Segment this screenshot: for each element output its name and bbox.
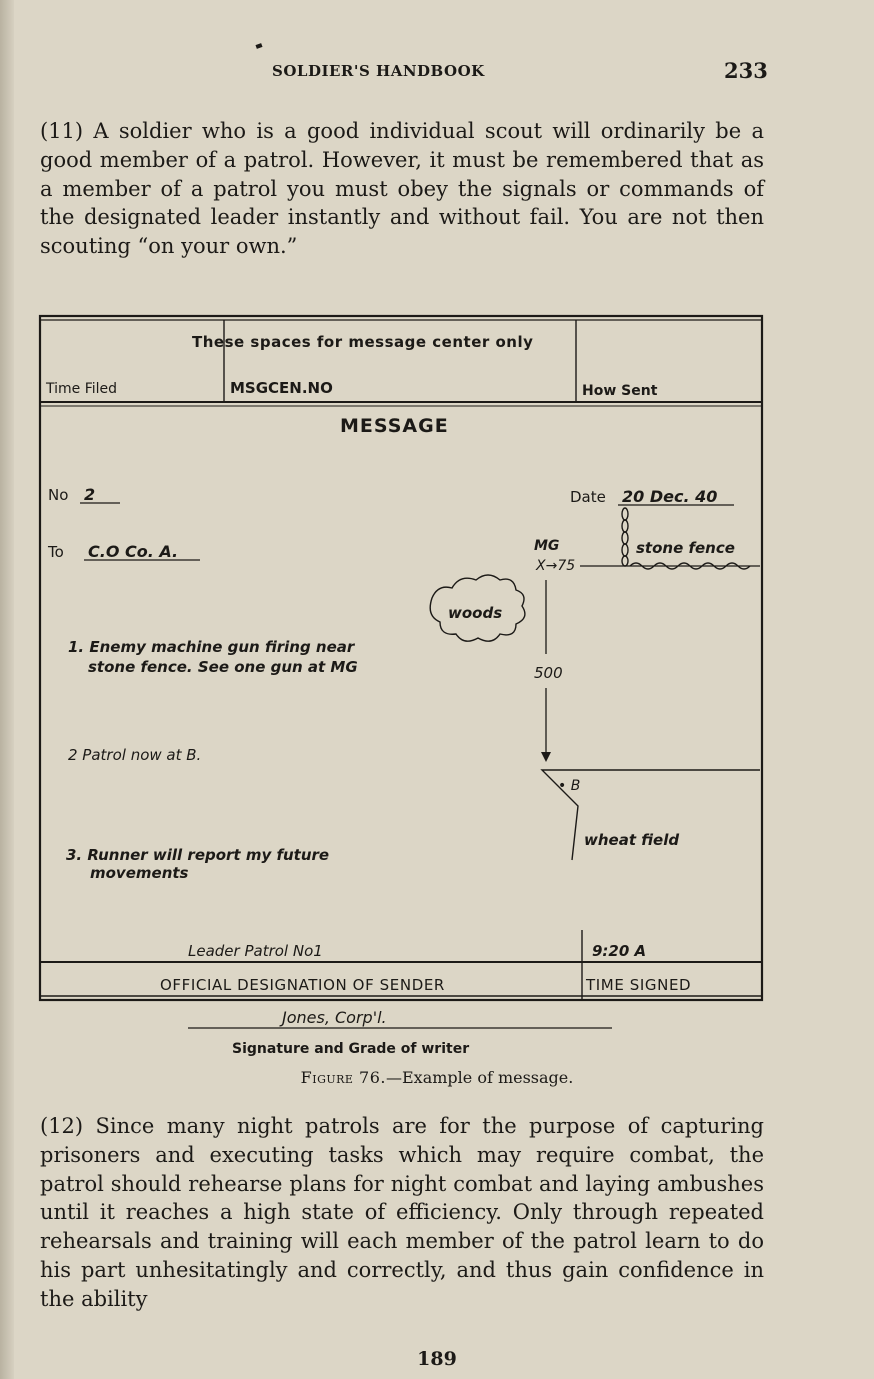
mg-label: MG xyxy=(534,538,560,554)
signature-label: Signature and Grade of writer xyxy=(232,1041,470,1057)
how-sent-label: How Sent xyxy=(582,383,658,399)
figure-text: —Example of message. xyxy=(385,1068,574,1087)
paragraph-12: (12) Since many night patrols are for the purpose of capturing prisoners and executing tasks which may require combat, the patrol should rehearse plans for night combat and laying ambushes until it reaches a high state of efficiency. Only through repeated rehearsals and training will each member of the patrol learn to do his part unhesitatingly and correctly, and thus gain confidence in the ability xyxy=(40,1114,764,1311)
route-arrowhead xyxy=(541,752,551,762)
item-3-line-1: 3. Runner will report my future xyxy=(66,846,330,864)
date-value: 20 Dec. 40 xyxy=(622,487,718,506)
msgcen-label: MSGCEN.NO xyxy=(230,379,333,397)
running-title: SOLDIER'S HANDBOOK xyxy=(272,62,485,80)
designation-label: OFFICIAL DESIGNATION OF SENDER xyxy=(160,976,445,994)
item-2: 2 Patrol now at B. xyxy=(68,746,202,764)
woods-label: woods xyxy=(448,604,503,622)
stone-fence-vertical xyxy=(622,508,628,566)
item-1-line-2: stone fence. See one gun at MG xyxy=(88,658,358,676)
b-label: • B xyxy=(558,778,581,794)
center-note: These spaces for message center only xyxy=(192,333,534,351)
leader-value: Leader Patrol No1 xyxy=(188,942,323,960)
stone-fence-horizontal xyxy=(580,563,760,569)
figure-caption xyxy=(0,1068,874,1087)
to-label: To xyxy=(48,543,64,561)
signature-value: Jones, Corp'l. xyxy=(282,1008,387,1027)
item-3-line-2: movements xyxy=(90,864,189,882)
time-signed-label: TIME SIGNED xyxy=(586,976,692,994)
to-value: C.O Co. A. xyxy=(88,542,179,561)
figure-label: Figure 76. xyxy=(300,1068,386,1087)
stone-fence-label: stone fence xyxy=(636,539,735,557)
time-value: 9:20 A xyxy=(592,942,647,960)
distance-500: 500 xyxy=(534,664,563,682)
wheat-field-label: wheat field xyxy=(584,831,680,849)
folio-number: 189 xyxy=(417,1348,457,1370)
page-number: 233 xyxy=(724,58,768,83)
no-label: No xyxy=(48,486,69,504)
item-1-line-1: 1. Enemy machine gun firing near xyxy=(68,638,355,656)
time-filed-label: Time Filed xyxy=(46,381,118,397)
message-title: MESSAGE xyxy=(340,415,449,437)
no-value: 2 xyxy=(84,485,96,504)
distance-75: X→75 xyxy=(536,558,576,574)
paragraph-11: (11) A soldier who is a good individual scout will ordinarily be a good member of a patrol. However, it must be remembered that as a member of a patrol you must obey the signals or commands of the designated leader instantly and without fail. You are not then scouting “on your own.” xyxy=(40,119,764,259)
date-label: Date xyxy=(570,488,606,506)
